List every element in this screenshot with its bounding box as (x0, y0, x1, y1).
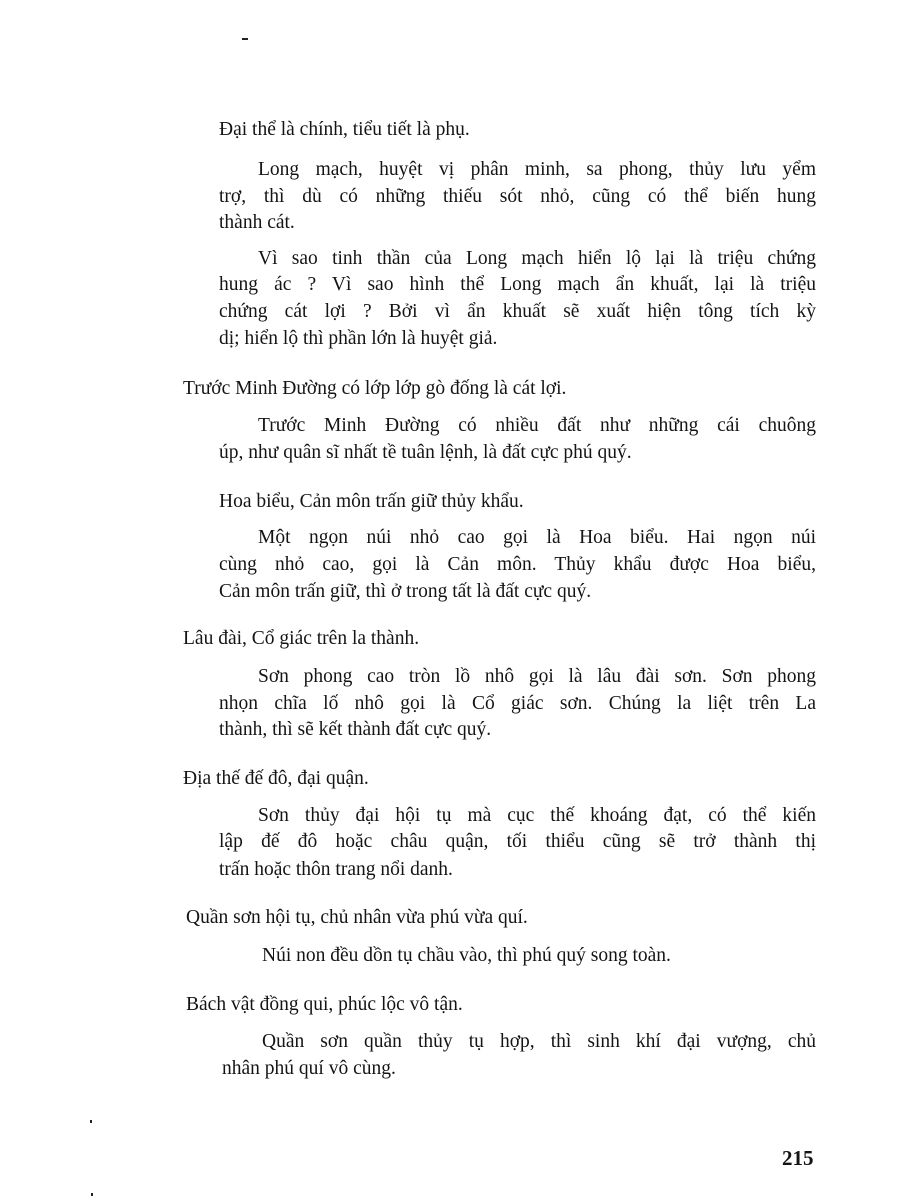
text-line: nhọn chĩa lố nhô gọi là Cổ giác sơn. Chúng la liệt trên La (219, 693, 816, 714)
scan-speck (90, 1120, 92, 1123)
text-line: trấn hoặc thôn trang nổi danh. (219, 859, 453, 880)
text-line: nhân phú quí vô cùng. (222, 1058, 396, 1079)
text-line: Sơn phong cao tròn lồ nhô gọi là lâu đài sơn. Sơn phong (258, 666, 816, 687)
scan-speck (242, 38, 248, 40)
text-line: Long mạch, huyệt vị phân minh, sa phong, thủy lưu yểm (258, 159, 816, 180)
text-line: Trước Minh Đường có lớp lớp gò đống là cát lợi. (183, 378, 567, 399)
text-line: Quần sơn hội tụ, chủ nhân vừa phú vừa quí. (186, 907, 528, 928)
text-line: Bách vật đồng qui, phúc lộc vô tận. (186, 994, 463, 1015)
text-line: Trước Minh Đường có nhiều đất như những cái chuông (258, 415, 816, 436)
text-line: Vì sao tinh thần của Long mạch hiển lộ lại là triệu chứng (258, 248, 816, 269)
text-line: Một ngọn núi nhỏ cao gọi là Hoa biểu. Hai ngọn núi (258, 527, 816, 548)
text-line: Đại thể là chính, tiểu tiết là phụ. (219, 119, 470, 140)
scan-speck (91, 1193, 93, 1196)
page-number: 215 (782, 1146, 814, 1170)
text-line: trợ, thì dù có những thiếu sót nhỏ, cũng có thể biến hung (219, 186, 816, 207)
text-line: Quần sơn quần thủy tụ hợp, thì sinh khí đại vượng, chủ (262, 1031, 816, 1052)
text-line: úp, như quân sĩ nhất tề tuân lệnh, là đất cực phú quý. (219, 442, 632, 463)
text-line: dị; hiển lộ thì phần lớn là huyệt giả. (219, 328, 498, 349)
text-line: Lâu đài, Cổ giác trên la thành. (183, 628, 420, 649)
text-line: chứng cát lợi ? Bởi vì ẩn khuất sẽ xuất hiện tông tích kỳ (219, 301, 816, 322)
text-line: Địa thế đế đô, đại quận. (183, 768, 369, 789)
text-line: cùng nhỏ cao, gọi là Cản môn. Thủy khẩu được Hoa biểu, (219, 554, 816, 575)
text-line: thành cát. (219, 212, 295, 233)
text-line: Núi non đều dồn tụ chầu vào, thì phú quý song toàn. (262, 945, 671, 966)
text-line: Hoa biểu, Cản môn trấn giữ thủy khẩu. (219, 491, 524, 512)
text-line: Cản môn trấn giữ, thì ở trong tất là đất cực quý. (219, 581, 592, 602)
text-line: Sơn thủy đại hội tụ mà cục thế khoáng đạt, có thể kiến (258, 805, 816, 826)
text-line: thành, thì sẽ kết thành đất cực quý. (219, 719, 492, 740)
text-line: hung ác ? Vì sao hình thể Long mạch ẩn khuất, lại là triệu (219, 274, 816, 295)
text-line: lập đế đô hoặc châu quận, tối thiểu cũng sẽ trở thành thị (219, 831, 816, 852)
